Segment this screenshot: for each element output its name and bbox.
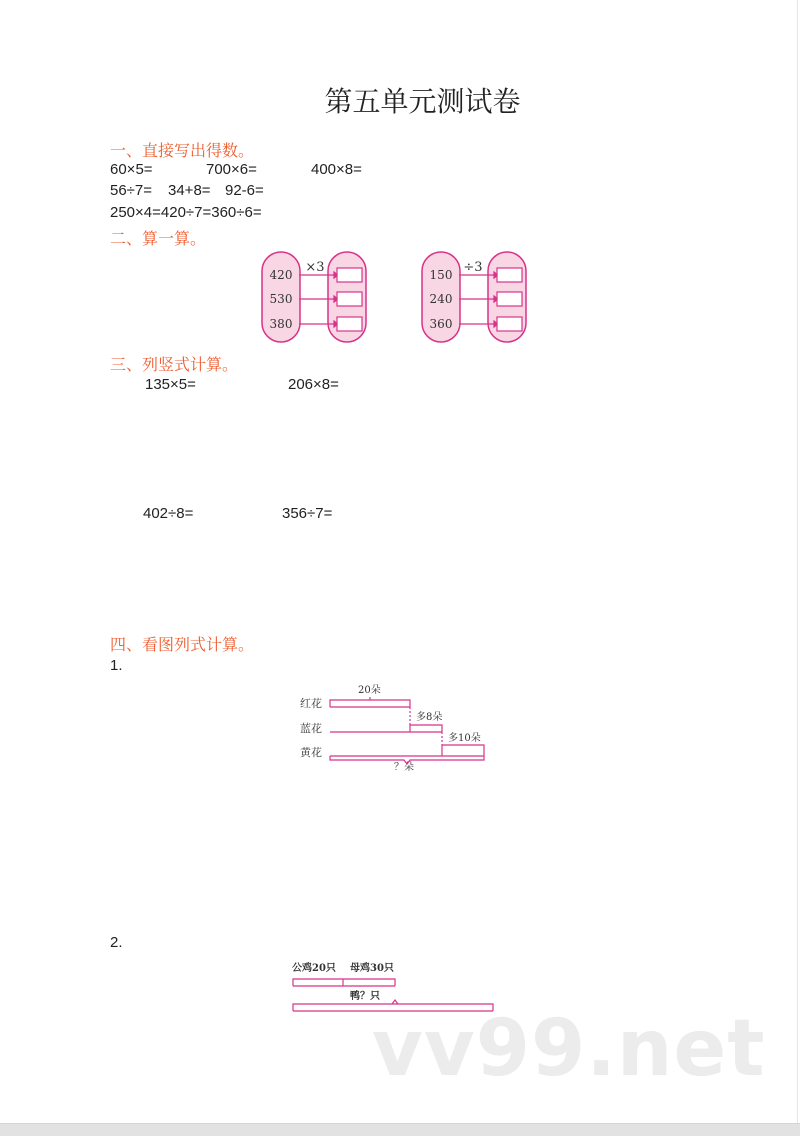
question-label: 鸭？只 [350,991,380,1002]
problem: 60×5= [110,161,153,178]
question-number: 2. [110,934,123,951]
problem: 402÷8= [143,505,194,522]
answer-boxes [337,268,362,331]
problem: 356÷7= [282,505,333,522]
hen-label: 母鸡30只 [350,963,394,974]
horizontal-scrollbar[interactable] [0,1123,800,1136]
yellow-more-label: 多10朵 [448,733,481,744]
problem: 206×8= [288,376,339,393]
problem: 400×8= [311,161,362,178]
problem: 34+8= [168,182,211,199]
input-value: 420 [269,268,293,282]
op-label: ×3 [305,260,325,275]
blue-more-label: 多8朵 [416,712,443,723]
input-value: 150 [429,268,453,282]
multiply-diagram [262,252,366,342]
flower-label: 红花 [300,697,322,710]
answer-boxes [497,268,522,331]
page-edge [797,0,798,1123]
section1-heading: 一、直接写出得数。 [110,141,255,160]
watermark: vv99.net [372,1004,766,1094]
input-value: 530 [269,292,293,306]
question-number: 1. [110,657,123,674]
op-label: ÷3 [463,260,483,275]
flower-label: 蓝花 [300,722,322,735]
input-value: 380 [269,317,293,331]
bars [330,697,484,764]
divide-diagram [422,252,526,342]
problem: 135×5= [145,376,196,393]
problem: 56÷7= [110,182,153,199]
section2-heading: 二、算一算。 [110,229,207,248]
page-title: 第五单元测试卷 [324,85,521,118]
section4-heading: 四、看图列式计算。 [110,635,255,654]
problem: 700×6= [206,161,257,178]
rooster-label: 公鸡20只 [292,963,336,974]
calc-diagrams [258,248,538,348]
input-value: 360 [429,317,453,331]
flower-label: 黄花 [300,746,322,759]
question-label: ？朵 [394,762,414,773]
red-count-label: 20朵 [358,685,381,696]
problem: 92-6= [225,182,264,199]
input-value: 240 [429,292,453,306]
section3-heading: 三、列竖式计算。 [110,355,239,374]
flower-diagram [296,680,496,780]
problem: 250×4=420÷7=360÷6= [110,204,262,221]
